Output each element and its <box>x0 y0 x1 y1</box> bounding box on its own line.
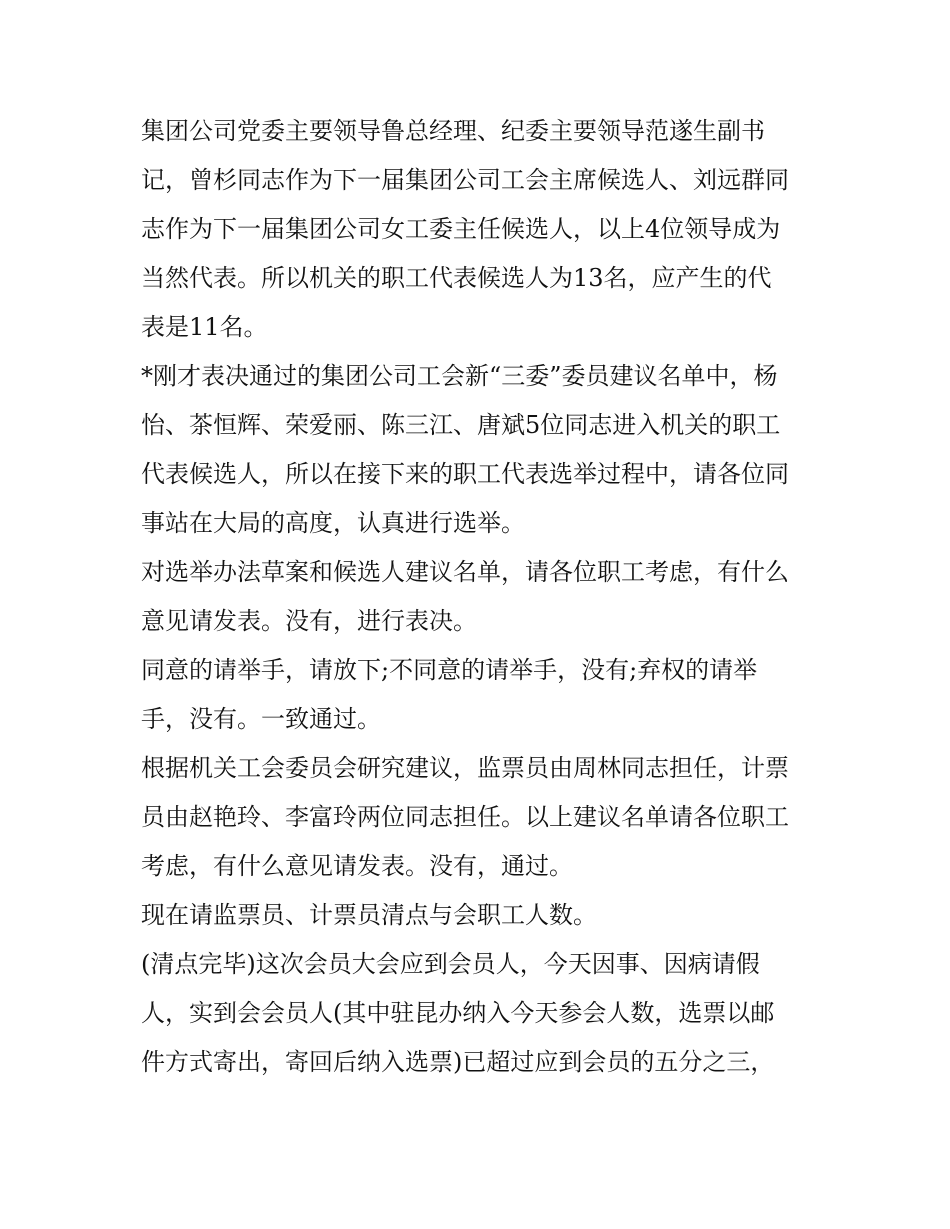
text-line: 当然代表。所以机关的职工代表候选人为13名，应产生的代 <box>141 264 772 292</box>
text-line: 考虑，有什么意见请发表。没有，通过。 <box>141 852 573 880</box>
text-line: 意见请发表。没有，进行表决。 <box>141 607 477 635</box>
text-line: 代表候选人，所以在接下来的职工代表选举过程中，请各位同 <box>141 460 789 488</box>
text-line: 集团公司党委主要领导鲁总经理、纪委主要领导范遂生副书 <box>141 117 765 145</box>
text-line: 记，曾杉同志作为下一届集团公司工会主席候选人、刘远群同 <box>141 166 789 194</box>
text-line: 现在请监票员、计票员清点与会职工人数。 <box>141 901 597 929</box>
text-line: 对选举办法草案和候选人建议名单，请各位职工考虑，有什么 <box>141 558 789 586</box>
text-line: 手，没有。一致通过。 <box>141 705 381 733</box>
text-line: 表是11名。 <box>141 313 268 341</box>
text-line: 怡、茶恒辉、荣爱丽、陈三江、唐斌5位同志进入机关的职工 <box>141 411 781 439</box>
text-line: 人，实到会会员人(其中驻昆办纳入今天参会人数，选票以邮 <box>141 999 775 1027</box>
text-line: *刚才表决通过的集团公司工会新“三委”委员建议名单中，杨 <box>141 362 778 390</box>
text-line: 同意的请举手，请放下;不同意的请举手，没有;弃权的请举 <box>141 656 758 684</box>
text-line: 根据机关工会委员会研究建议，监票员由周林同志担任，计票 <box>141 754 789 782</box>
text-line: 志作为下一届集团公司女工委主任候选人，以上4位领导成为 <box>141 215 781 243</box>
document-body <box>141 107 821 1087</box>
text-line: 件方式寄出，寄回后纳入选票)已超过应到会员的五分之三， <box>141 1048 775 1076</box>
text-line: (清点完毕)这次会员大会应到会员人，今天因事、因病请假 <box>141 950 760 978</box>
text-line: 事站在大局的高度，认真进行选举。 <box>141 509 525 537</box>
text-line: 员由赵艳玲、李富玲两位同志担任。以上建议名单请各位职工 <box>141 803 789 831</box>
